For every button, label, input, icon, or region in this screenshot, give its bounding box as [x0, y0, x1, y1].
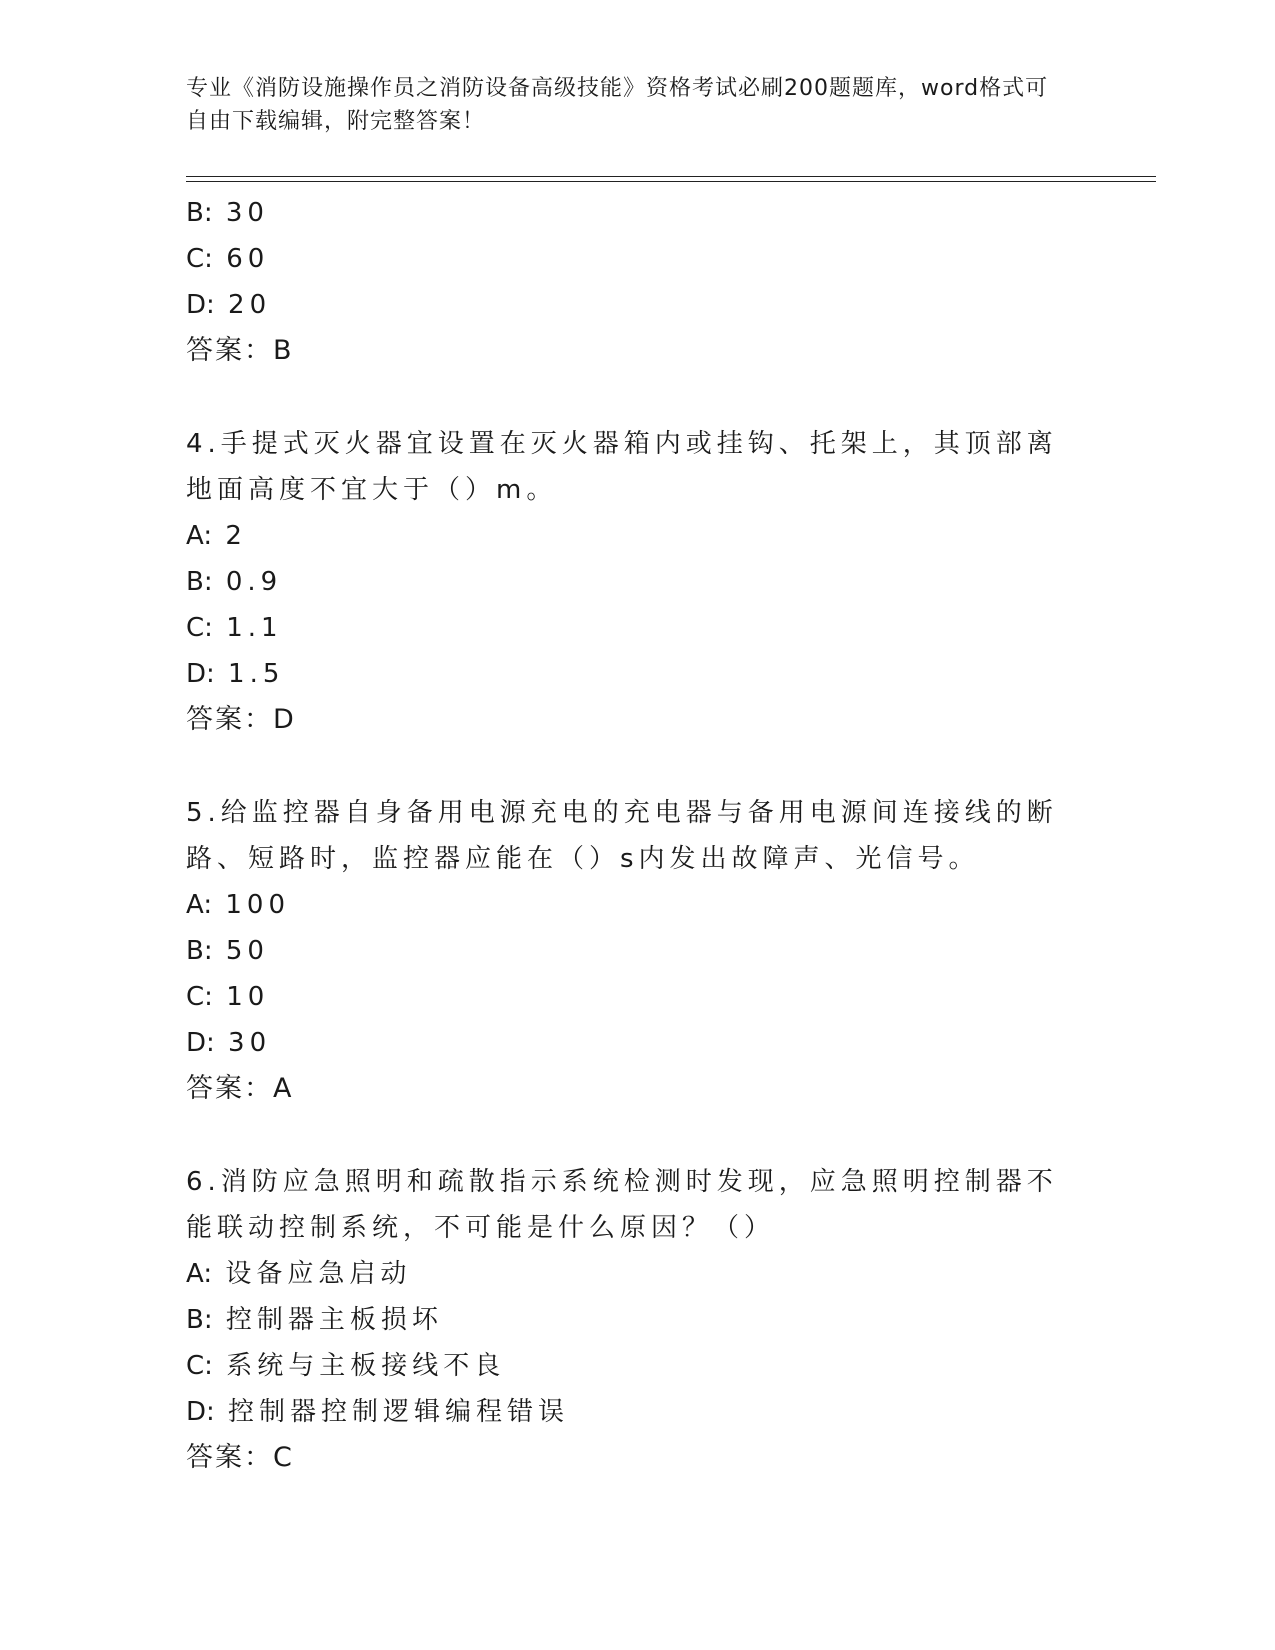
- option-c: C: 10: [186, 982, 270, 1012]
- question-text: 4.手提式灭火器宜设置在灭火器箱内或挂钩、托架上，其顶部离地面高度不宜大于（）m。: [186, 429, 1058, 505]
- option-c: C: 系统与主板接线不良: [186, 1351, 506, 1381]
- option-b: B: 30: [186, 198, 269, 228]
- option-d: D: 控制器控制逻辑编程错误: [186, 1397, 570, 1427]
- answer-line: 答案：A: [186, 1073, 294, 1104]
- answer-line: 答案：D: [186, 704, 296, 735]
- question-text: 5.给监控器自身备用电源充电的充电器与备用电源间连接线的断路、短路时，监控器应能在（）s内发出故障声、光信号。: [186, 798, 1058, 874]
- option-d: D: 1.5: [186, 659, 285, 689]
- option-a: A: 100: [186, 890, 290, 920]
- question-text: 6.消防应急照明和疏散指示系统检测时发现，应急照明控制器不能联动控制系统，不可能是什么原因？（）: [186, 1167, 1058, 1243]
- option-c: C: 60: [186, 244, 270, 274]
- answer-line: 答案：B: [186, 335, 294, 366]
- question-6: [186, 1159, 1086, 1481]
- option-a: A: 设备应急启动: [186, 1259, 412, 1289]
- document-header: 专业《消防设施操作员之消防设备高级技能》资格考试必刷200题题库，word格式可自由下载编辑，附完整答案！: [186, 76, 1049, 134]
- option-d: D: 20: [186, 290, 272, 320]
- question-5: [186, 790, 1086, 1112]
- answer-line: 答案：C: [186, 1442, 294, 1473]
- option-c: C: 1.1: [186, 613, 283, 643]
- header-divider-bottom: [186, 181, 1156, 182]
- question-partial: [186, 190, 1086, 374]
- option-d: D: 30: [186, 1028, 272, 1058]
- option-a: A: 2: [186, 521, 247, 551]
- option-b: B: 控制器主板损坏: [186, 1305, 443, 1335]
- option-b: B: 50: [186, 936, 269, 966]
- question-4: [186, 421, 1086, 743]
- question-list: [186, 190, 1086, 1481]
- header-divider-top: [186, 176, 1156, 177]
- option-b: B: 0.9: [186, 567, 283, 597]
